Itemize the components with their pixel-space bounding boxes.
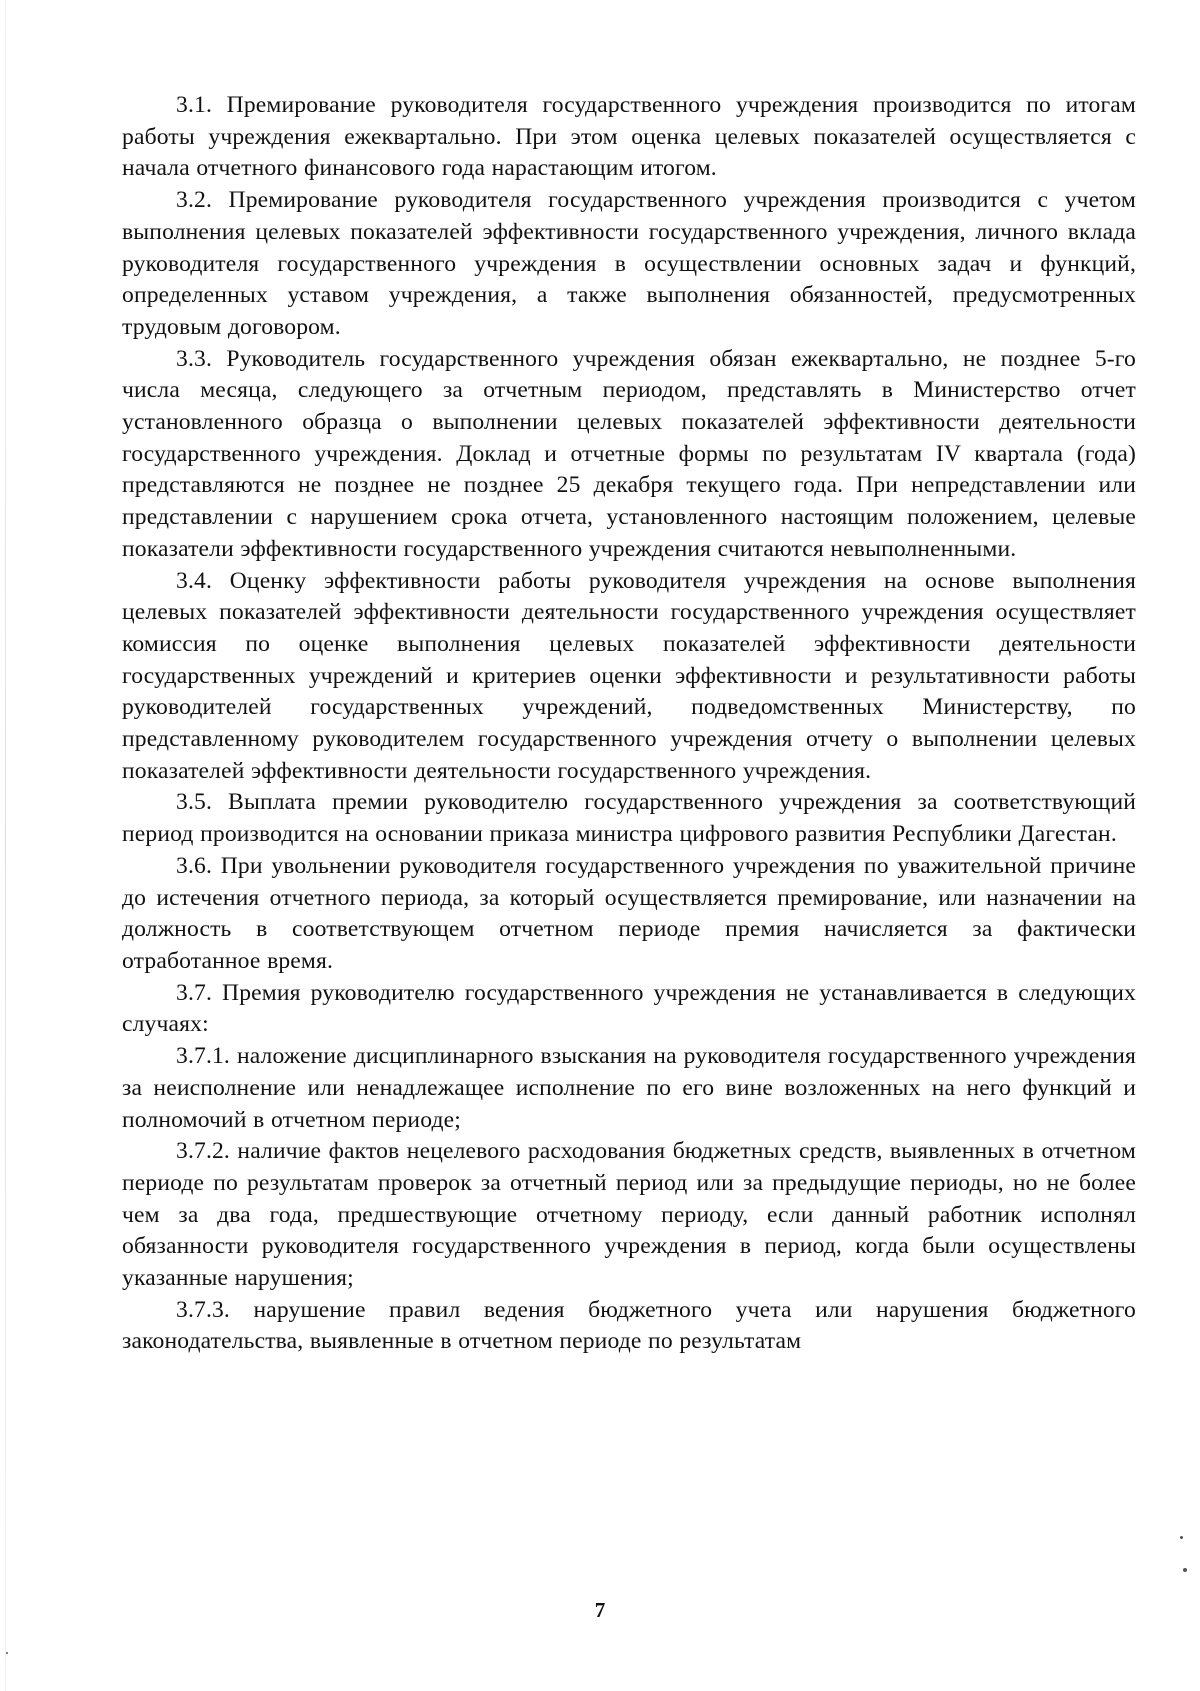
paragraph-3-7: 3.7. Премия руководителю государственного учреждения не устанавливается в следующих случаях:: [122, 979, 1136, 1038]
paragraph-3-4: 3.4. Оценку эффективности работы руководителя учреждения на основе выполнения целевых показателей эффективности деятельности государственного учреждения осуществляет комиссия по оценке выполнения целевых показателей эффективности деятельности государственных учреждений и критериев оценки эффективности и результативности работы руководителей государственных учреждений, подведомственных Министерству, по представленному руководителем государственного учреждения отчету о выполнении целевых показателей эффективности деятельности государственного учреждения.: [122, 567, 1136, 784]
scan-edge-shadow: [5, 0, 6, 1691]
page-number: 7: [594, 1598, 606, 1622]
paragraph-3-1: 3.1. Премирование руководителя государственного учреждения производится по итогам работы учреждения ежеквартально. При этом оценка целевых показателей осуществляется с начала отчетного финансового года нарастающим итогом.: [122, 92, 1136, 182]
paragraph-3-3: 3.3. Руководитель государственного учреждения обязан ежеквартально, не позднее 5-го числа месяца, следующего за отчетным периодом, представлять в Министерство отчет установленного образца о выполнении целевых показателей эффективности деятельности государственного учреждения. Доклад и отчетные формы по результатам IV квартала (года) представляются не позднее не позднее 25 декабря текущего года. При непредставлении или представлении с нарушением срока отчета, установленного настоящим положением, целевые показатели эффективности государственного учреждения считаются невыполненными.: [122, 345, 1136, 562]
scan-speck: [1183, 1568, 1187, 1572]
scan-speck: [6, 1652, 8, 1654]
paragraph-3-7-2: 3.7.2. наличие фактов нецелевого расходования бюджетных средств, выявленных в отчетном периоде по результатам проверок за отчетный период или за предыдущие периоды, но не более чем за два года, предшествующие отчетному периоду, если данный работник исполнял обязанности руководителя государственного учреждения в период, когда были осуществлены указанные нарушения;: [122, 1138, 1136, 1292]
paragraph-3-5: 3.5. Выплата премии руководителю государственного учреждения за соответствующий период производится на основании приказа министра цифрового развития Республики Дагестан.: [122, 789, 1136, 848]
scan-speck: [1180, 1536, 1183, 1539]
paragraph-3-7-3: 3.7.3. нарушение правил ведения бюджетного учета или нарушения бюджетного законодательства, выявленные в отчетном периоде по результатам: [122, 1296, 1136, 1355]
paragraph-3-7-1: 3.7.1. наложение дисциплинарного взыскания на руководителя государственного учреждения за неисполнение или ненадлежащее исполнение по его вине возложенных на него функций и полномочий в отчетном периоде;: [122, 1043, 1136, 1133]
paragraph-3-2: 3.2. Премирование руководителя государственного учреждения производится с учетом выполнения целевых показателей эффективности государственного учреждения, личного вклада руководителя государственного учреждения в осуществлении основных задач и функций, определенных уставом учреждения, а также выполнения обязанностей, предусмотренных трудовым договором.: [122, 187, 1136, 340]
document-body: [122, 90, 1136, 1358]
paragraph-3-6: 3.6. При увольнении руководителя государственного учреждения по уважительной причине до истечения отчетного периода, за который осуществляется премирование, или назначении на должность в соответствующем отчетном периоде премия начисляется за фактически отработанное время.: [122, 852, 1136, 974]
